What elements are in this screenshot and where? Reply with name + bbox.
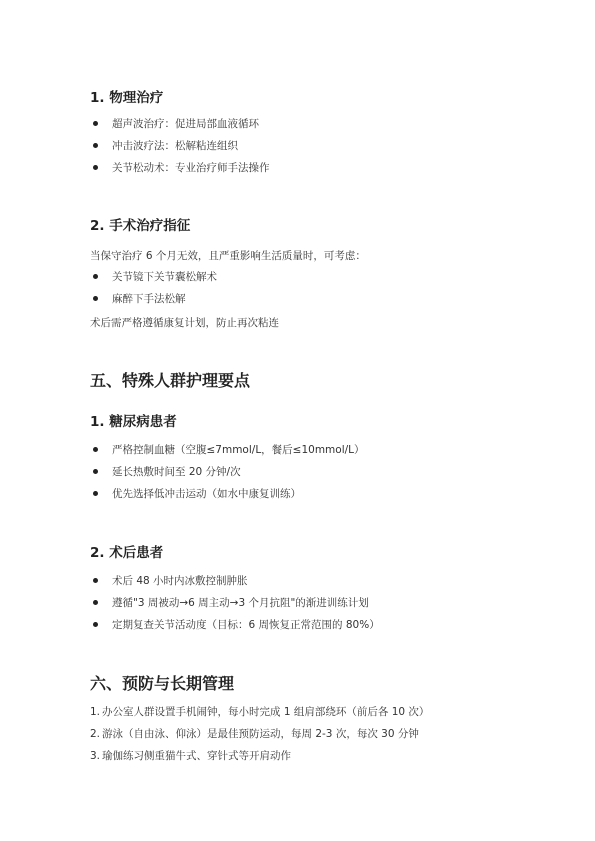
list-item-text: 游泳（自由泳、仰泳）是最佳预防运动，每周 2-3 次，每次 30 分钟 (102, 728, 419, 740)
heading-diabetes: 1. 糖尿病患者 (90, 414, 177, 430)
bullet-icon (93, 447, 98, 452)
heading-physical-therapy: 1. 物理治疗 (90, 90, 164, 106)
list-item-text: 超声波治疗：促进局部血液循环 (112, 118, 259, 130)
heading-prevention: 六、预防与长期管理 (90, 674, 235, 693)
list-item-text: 优先选择低冲击运动（如水中康复训练） (112, 488, 301, 500)
heading-special-populations: 五、特殊人群护理要点 (90, 371, 251, 390)
bullet-icon (93, 143, 98, 148)
list-item-text: 术后 48 小时内冰敷控制肿胀 (112, 575, 248, 587)
paragraph-surgery-note: 术后需严格遵循康复计划，防止再次粘连 (90, 317, 279, 329)
paragraph-surgery-intro: 当保守治疗 6 个月无效，且严重影响生活质量时，可考虑： (90, 250, 366, 262)
bullet-icon (93, 491, 98, 496)
list-number: 2. (90, 728, 101, 740)
list-item-text: 办公室人群设置手机闹钟，每小时完成 1 组肩部绕环（前后各 10 次） (102, 706, 430, 718)
list-item-text: 瑜伽练习侧重猫牛式、穿针式等开肩动作 (102, 750, 291, 762)
list-item-text: 遵循"3 周被动→6 周主动→3 个月抗阻"的渐进训练计划 (112, 597, 369, 609)
list-item-text: 麻醉下手法松解 (112, 293, 186, 305)
bullet-icon (93, 600, 98, 605)
bullet-icon (93, 121, 98, 126)
heading-postop: 2. 术后患者 (90, 545, 164, 561)
list-item-text: 关节松动术：专业治疗师手法操作 (112, 162, 270, 174)
list-item-text: 冲击波疗法：松解粘连组织 (112, 140, 238, 152)
bullet-icon (93, 622, 98, 627)
bullet-icon (93, 165, 98, 170)
list-item-text: 延长热敷时间至 20 分钟/次 (112, 466, 241, 478)
bullet-icon (93, 578, 98, 583)
list-item-text: 严格控制血糖（空腹≤7mmol/L，餐后≤10mmol/L） (112, 444, 365, 456)
bullet-icon (93, 274, 98, 279)
list-item-text: 定期复查关节活动度（目标：6 周恢复正常范围的 80%） (112, 619, 380, 631)
bullet-icon (93, 469, 98, 474)
heading-surgery-indications: 2. 手术治疗指征 (90, 218, 191, 234)
bullet-icon (93, 296, 98, 301)
list-item-text: 关节镜下关节囊松解术 (112, 271, 217, 283)
list-number: 3. (90, 750, 101, 762)
list-number: 1. (90, 706, 101, 718)
